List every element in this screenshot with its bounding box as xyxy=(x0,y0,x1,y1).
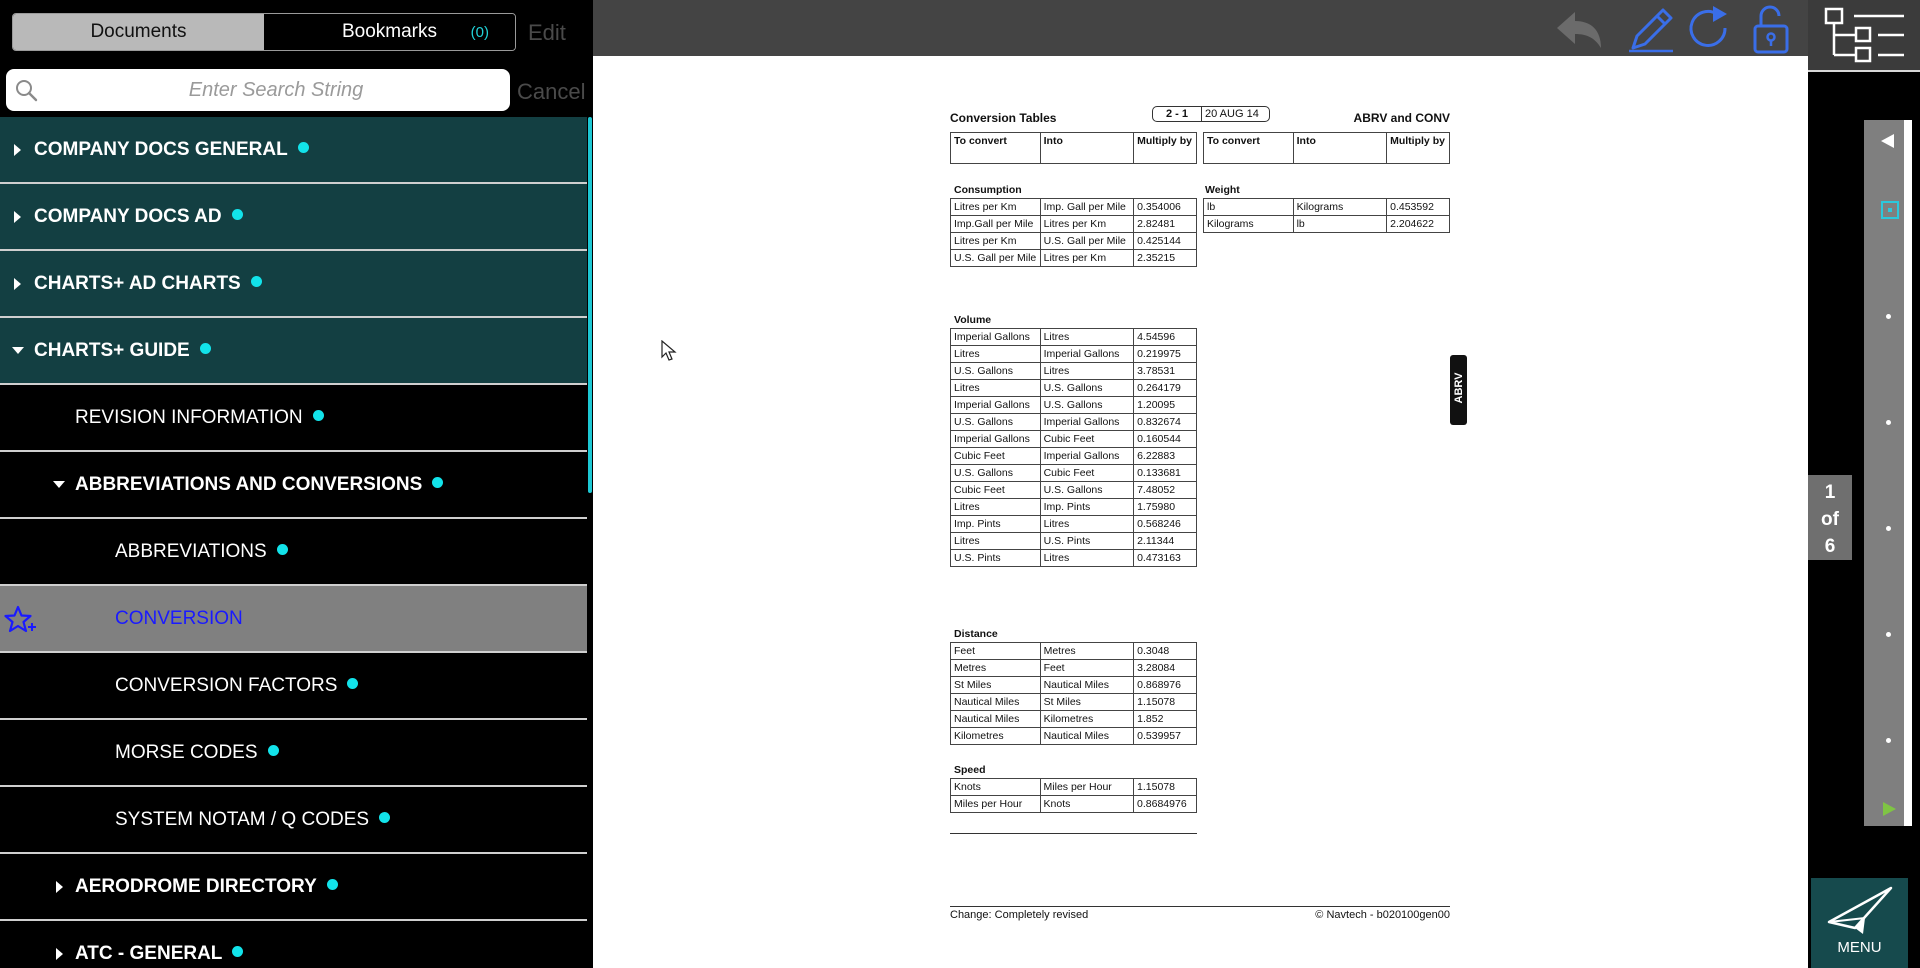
tree-item-conversion[interactable] xyxy=(0,586,587,653)
paper-plane-icon xyxy=(1825,884,1895,936)
tree-item-abbreviations[interactable] xyxy=(0,519,587,586)
status-dot xyxy=(347,678,358,689)
table-cell: 0.539957 xyxy=(1134,728,1197,745)
table-cell: Imperial Gallons xyxy=(1040,414,1134,431)
tree-item-conversion-factors[interactable] xyxy=(0,653,587,720)
doc-section: ABRV and CONV xyxy=(1353,111,1450,125)
tree-item-company-docs-general[interactable] xyxy=(0,117,587,184)
table-cell: St Miles xyxy=(951,677,1041,694)
table-row xyxy=(951,550,1197,567)
tree-item-aerodrome-directory[interactable] xyxy=(0,854,587,921)
document-navigator xyxy=(0,0,593,968)
table-row xyxy=(951,533,1197,550)
table-cell: Imperial Gallons xyxy=(951,431,1041,448)
table-cell: Miles per Hour xyxy=(1040,779,1134,796)
table-row xyxy=(951,216,1197,233)
table-cell: 6.22883 xyxy=(1134,448,1197,465)
table-cell: Kilometres xyxy=(951,728,1041,745)
tree-item-label: ABBREVIATIONS xyxy=(115,540,267,562)
table-row xyxy=(951,363,1197,380)
chevron-down-icon[interactable] xyxy=(53,481,65,488)
table-row xyxy=(1204,199,1450,216)
table-cell: 1.75980 xyxy=(1134,499,1197,516)
tree-scrollbar[interactable] xyxy=(588,117,592,493)
table-cell: 1.852 xyxy=(1134,711,1197,728)
col-header: To convert xyxy=(1204,133,1294,164)
table-cell: 0.264179 xyxy=(1134,380,1197,397)
weight-table xyxy=(1203,198,1450,233)
tree-item-charts-guide[interactable] xyxy=(0,318,587,385)
collapse-left-icon[interactable] xyxy=(1878,132,1896,150)
doc-page-number: 2 - 1 xyxy=(1165,108,1188,120)
back-icon[interactable] xyxy=(1551,4,1607,54)
table-row xyxy=(951,643,1197,660)
table-cell: St Miles xyxy=(1040,694,1134,711)
table-cell: 4.54596 xyxy=(1134,329,1197,346)
page-current: 1 xyxy=(1824,482,1836,503)
table-cell: Nautical Miles xyxy=(951,694,1041,711)
page-dot[interactable] xyxy=(1886,738,1891,743)
table-cell: 0.3048 xyxy=(1134,643,1197,660)
refresh-icon[interactable] xyxy=(1683,4,1739,54)
table-cell: Cubic Feet xyxy=(951,448,1041,465)
table-cell: Nautical Miles xyxy=(1040,677,1134,694)
table-cell: 1.20095 xyxy=(1134,397,1197,414)
speed-table xyxy=(950,778,1197,813)
table-cell: Imp.Gall per Mile xyxy=(951,216,1041,233)
abrv-side-tab-label: ABRV xyxy=(1453,372,1465,404)
thumbnail-page[interactable] xyxy=(1904,120,1912,826)
table-cell: 1.15078 xyxy=(1134,779,1197,796)
section-title: Volume xyxy=(954,314,992,326)
tree-item-revision-information[interactable] xyxy=(0,385,587,452)
table-cell: 3.78531 xyxy=(1134,363,1197,380)
tree-item-label: CONVERSION xyxy=(115,607,243,629)
distance-table xyxy=(950,642,1197,745)
table-cell: Imp. Pints xyxy=(1040,499,1134,516)
header-table-right xyxy=(1203,132,1450,164)
col-header: Multiply by xyxy=(1387,133,1450,164)
cancel-button[interactable]: Cancel xyxy=(517,79,586,104)
status-dot xyxy=(268,745,279,756)
table-row xyxy=(951,482,1197,499)
document-page xyxy=(950,106,1450,926)
table-row xyxy=(951,499,1197,516)
table-cell: Imp. Gall per Mile xyxy=(1040,199,1133,216)
table-cell: U.S. Pints xyxy=(951,550,1041,567)
table-cell: Litres xyxy=(1040,516,1134,533)
table-cell: Cubic Feet xyxy=(1040,465,1134,482)
bookmarks-count: (0) xyxy=(470,23,489,41)
doc-footer-copyright: © Navtech - b020100gen00 xyxy=(1315,909,1450,921)
table-cell: Nautical Miles xyxy=(951,711,1041,728)
table-cell: lb xyxy=(1204,199,1294,216)
chevron-right-icon[interactable] xyxy=(14,278,21,290)
search-icon xyxy=(14,78,40,104)
tree-item-label: MORSE CODES xyxy=(115,741,258,763)
table-cell: U.S. Gall per Mile xyxy=(951,250,1041,267)
table-cell: 0.219975 xyxy=(1134,346,1197,363)
tree-item-label: ABBREVIATIONS AND CONVERSIONS xyxy=(75,473,423,495)
table-row xyxy=(951,694,1197,711)
tab-switcher xyxy=(12,13,516,51)
table-cell: Litres xyxy=(951,346,1041,363)
table-cell: 2.11344 xyxy=(1134,533,1197,550)
tab-bookmarks[interactable] xyxy=(264,14,515,50)
divider xyxy=(1201,107,1202,121)
table-row xyxy=(1204,216,1450,233)
table-row xyxy=(951,448,1197,465)
table-cell: U.S. Gallons xyxy=(951,465,1041,482)
table-cell: 0.453592 xyxy=(1387,199,1450,216)
tree-item-system-notam-q-codes[interactable] xyxy=(0,787,587,854)
table-cell: 0.8684976 xyxy=(1134,796,1197,813)
tree-item-atc-general[interactable] xyxy=(0,921,587,968)
viewer-toolbar xyxy=(593,0,1808,56)
table-cell: Imperial Gallons xyxy=(951,397,1041,414)
volume-table xyxy=(950,328,1197,567)
pencil-icon[interactable] xyxy=(1623,4,1679,54)
table-cell: lb xyxy=(1293,216,1387,233)
table-cell: Litres xyxy=(1040,329,1134,346)
table-row xyxy=(951,414,1197,431)
page-total: 6 xyxy=(1824,536,1836,557)
col-header: Into xyxy=(1040,133,1133,164)
divider xyxy=(950,906,1450,907)
tree-item-label: ATC - GENERAL xyxy=(75,942,223,964)
table-cell: Litres xyxy=(951,499,1041,516)
chevron-right-icon[interactable] xyxy=(14,144,21,156)
page-of: of xyxy=(1821,509,1839,530)
table-cell: 0.568246 xyxy=(1134,516,1197,533)
document-tree xyxy=(0,117,587,968)
table-cell: Cubic Feet xyxy=(1040,431,1134,448)
table-cell: U.S. Gallons xyxy=(1040,380,1134,397)
page-indicator xyxy=(1808,475,1852,560)
table-cell: Imperial Gallons xyxy=(1040,448,1134,465)
table-cell: Imperial Gallons xyxy=(951,329,1041,346)
table-cell: Metres xyxy=(951,660,1041,677)
tree-item-label: CHARTS+ AD CHARTS xyxy=(34,272,241,294)
table-cell: 0.133681 xyxy=(1134,465,1197,482)
table-row xyxy=(951,199,1197,216)
tab-documents[interactable]: Documents xyxy=(13,14,264,50)
status-dot xyxy=(379,812,390,823)
table-row xyxy=(951,796,1197,813)
page-dot[interactable] xyxy=(1886,420,1891,425)
edit-button[interactable]: Edit xyxy=(528,20,566,45)
tree-item-charts-ad-charts[interactable] xyxy=(0,251,587,318)
table-row xyxy=(951,431,1197,448)
table-cell: 7.48052 xyxy=(1134,482,1197,499)
table-cell: Knots xyxy=(1040,796,1134,813)
structure-button[interactable] xyxy=(1808,0,1920,72)
table-cell: Litres per Km xyxy=(951,199,1041,216)
table-cell: 0.832674 xyxy=(1134,414,1197,431)
table-cell: Litres per Km xyxy=(1040,216,1133,233)
status-dot xyxy=(200,343,211,354)
tab-bookmarks-label: Bookmarks xyxy=(341,21,438,42)
table-cell: 0.473163 xyxy=(1134,550,1197,567)
table-cell: Knots xyxy=(951,779,1041,796)
menu-button[interactable] xyxy=(1811,878,1908,968)
col-header: Into xyxy=(1293,133,1386,164)
table-cell: Litres xyxy=(951,533,1041,550)
table-row xyxy=(951,380,1197,397)
table-cell: Imp. Pints xyxy=(951,516,1041,533)
structure-icon xyxy=(1822,6,1908,64)
col-header: Multiply by xyxy=(1134,133,1197,164)
table-cell: Kilograms xyxy=(1293,199,1387,216)
table-cell: U.S. Pints xyxy=(1040,533,1134,550)
tree-item-company-docs-ad[interactable] xyxy=(0,184,587,251)
divider xyxy=(950,833,1197,834)
status-dot xyxy=(327,879,338,890)
tree-item-label: COMPANY DOCS GENERAL xyxy=(34,138,288,160)
play-forward-icon[interactable] xyxy=(1880,800,1898,818)
status-dot xyxy=(432,477,443,488)
status-dot xyxy=(232,946,243,957)
doc-title: Conversion Tables xyxy=(950,111,1057,125)
table-row xyxy=(951,397,1197,414)
table-cell: Nautical Miles xyxy=(1040,728,1134,745)
table-cell: 0.160544 xyxy=(1134,431,1197,448)
table-cell: U.S. Gall per Mile xyxy=(1040,233,1133,250)
table-cell: U.S. Gallons xyxy=(1040,482,1134,499)
status-dot xyxy=(251,276,262,287)
tree-item-label: AERODROME DIRECTORY xyxy=(75,875,317,897)
table-cell: Miles per Hour xyxy=(951,796,1041,813)
section-title: Distance xyxy=(954,628,998,640)
doc-page-badge xyxy=(1152,106,1270,122)
table-cell: 2.82481 xyxy=(1134,216,1197,233)
table-cell: U.S. Gallons xyxy=(951,414,1041,431)
consumption-table xyxy=(950,198,1197,267)
search-input[interactable] xyxy=(56,69,496,111)
page-dot[interactable] xyxy=(1886,632,1891,637)
menu-label: MENU xyxy=(1837,939,1882,956)
table-cell: 0.425144 xyxy=(1134,233,1197,250)
status-dot xyxy=(232,209,243,220)
table-cell: Litres per Km xyxy=(951,233,1041,250)
chevron-right-icon[interactable] xyxy=(56,881,63,893)
status-dot xyxy=(313,410,324,421)
table-cell: Feet xyxy=(951,643,1041,660)
tree-item-label: REVISION INFORMATION xyxy=(75,406,303,428)
table-cell: Litres xyxy=(1040,550,1134,567)
col-header: To convert xyxy=(951,133,1041,164)
page-dot[interactable] xyxy=(1886,526,1891,531)
section-title: Weight xyxy=(1205,184,1240,196)
tree-item-label: COMPANY DOCS AD xyxy=(34,205,222,227)
status-dot xyxy=(277,544,288,555)
doc-date: 20 AUG 14 xyxy=(1205,108,1259,120)
section-title: Speed xyxy=(954,764,986,776)
table-row xyxy=(951,779,1197,796)
tree-item-abbreviations-and-conversions[interactable] xyxy=(0,452,587,519)
table-row xyxy=(951,346,1197,363)
search-box xyxy=(6,69,510,111)
table-cell: Cubic Feet xyxy=(951,482,1041,499)
table-cell: Kilograms xyxy=(1204,216,1294,233)
table-cell: U.S. Gallons xyxy=(951,363,1041,380)
table-row xyxy=(951,250,1197,267)
table-row xyxy=(951,329,1197,346)
table-row xyxy=(951,516,1197,533)
table-cell: Metres xyxy=(1040,643,1134,660)
table-row xyxy=(951,711,1197,728)
unlock-icon[interactable] xyxy=(1745,4,1801,54)
chevron-right-icon[interactable] xyxy=(56,948,63,960)
tree-item-label: CONVERSION FACTORS xyxy=(115,674,338,696)
page-thumbnails[interactable] xyxy=(1864,120,1912,826)
table-cell: 3.28084 xyxy=(1134,660,1197,677)
chevron-down-icon[interactable] xyxy=(12,347,24,354)
table-cell: Imperial Gallons xyxy=(1040,346,1134,363)
table-row xyxy=(951,465,1197,482)
table-cell: 0.868976 xyxy=(1134,677,1197,694)
table-cell: Litres xyxy=(1040,363,1134,380)
table-row xyxy=(951,677,1197,694)
status-dot xyxy=(298,142,309,153)
table-cell: 1.15078 xyxy=(1134,694,1197,711)
table-cell: Kilometres xyxy=(1040,711,1134,728)
table-row xyxy=(951,728,1197,745)
tree-item-label: SYSTEM NOTAM / Q CODES xyxy=(115,808,370,830)
table-cell: 2.35215 xyxy=(1134,250,1197,267)
chevron-right-icon[interactable] xyxy=(14,211,21,223)
header-table-left xyxy=(950,132,1197,164)
table-cell: 2.204622 xyxy=(1387,216,1450,233)
mouse-cursor-icon xyxy=(661,340,677,362)
table-row xyxy=(951,233,1197,250)
table-cell: Litres xyxy=(951,380,1041,397)
tree-item-morse-codes[interactable] xyxy=(0,720,587,787)
table-row xyxy=(951,660,1197,677)
page-dot[interactable] xyxy=(1886,314,1891,319)
doc-footer-change: Change: Completely revised xyxy=(950,909,1089,921)
table-cell: Feet xyxy=(1040,660,1134,677)
table-cell: Litres per Km xyxy=(1040,250,1133,267)
section-title: Consumption xyxy=(954,184,1022,196)
abrv-side-tab xyxy=(1450,355,1467,425)
table-cell: 0.354006 xyxy=(1134,199,1197,216)
tree-item-label: CHARTS+ GUIDE xyxy=(34,339,190,361)
bookmark-star-icon[interactable] xyxy=(4,605,38,635)
table-cell: U.S. Gallons xyxy=(1040,397,1134,414)
current-page-marker-icon[interactable] xyxy=(1880,200,1900,220)
